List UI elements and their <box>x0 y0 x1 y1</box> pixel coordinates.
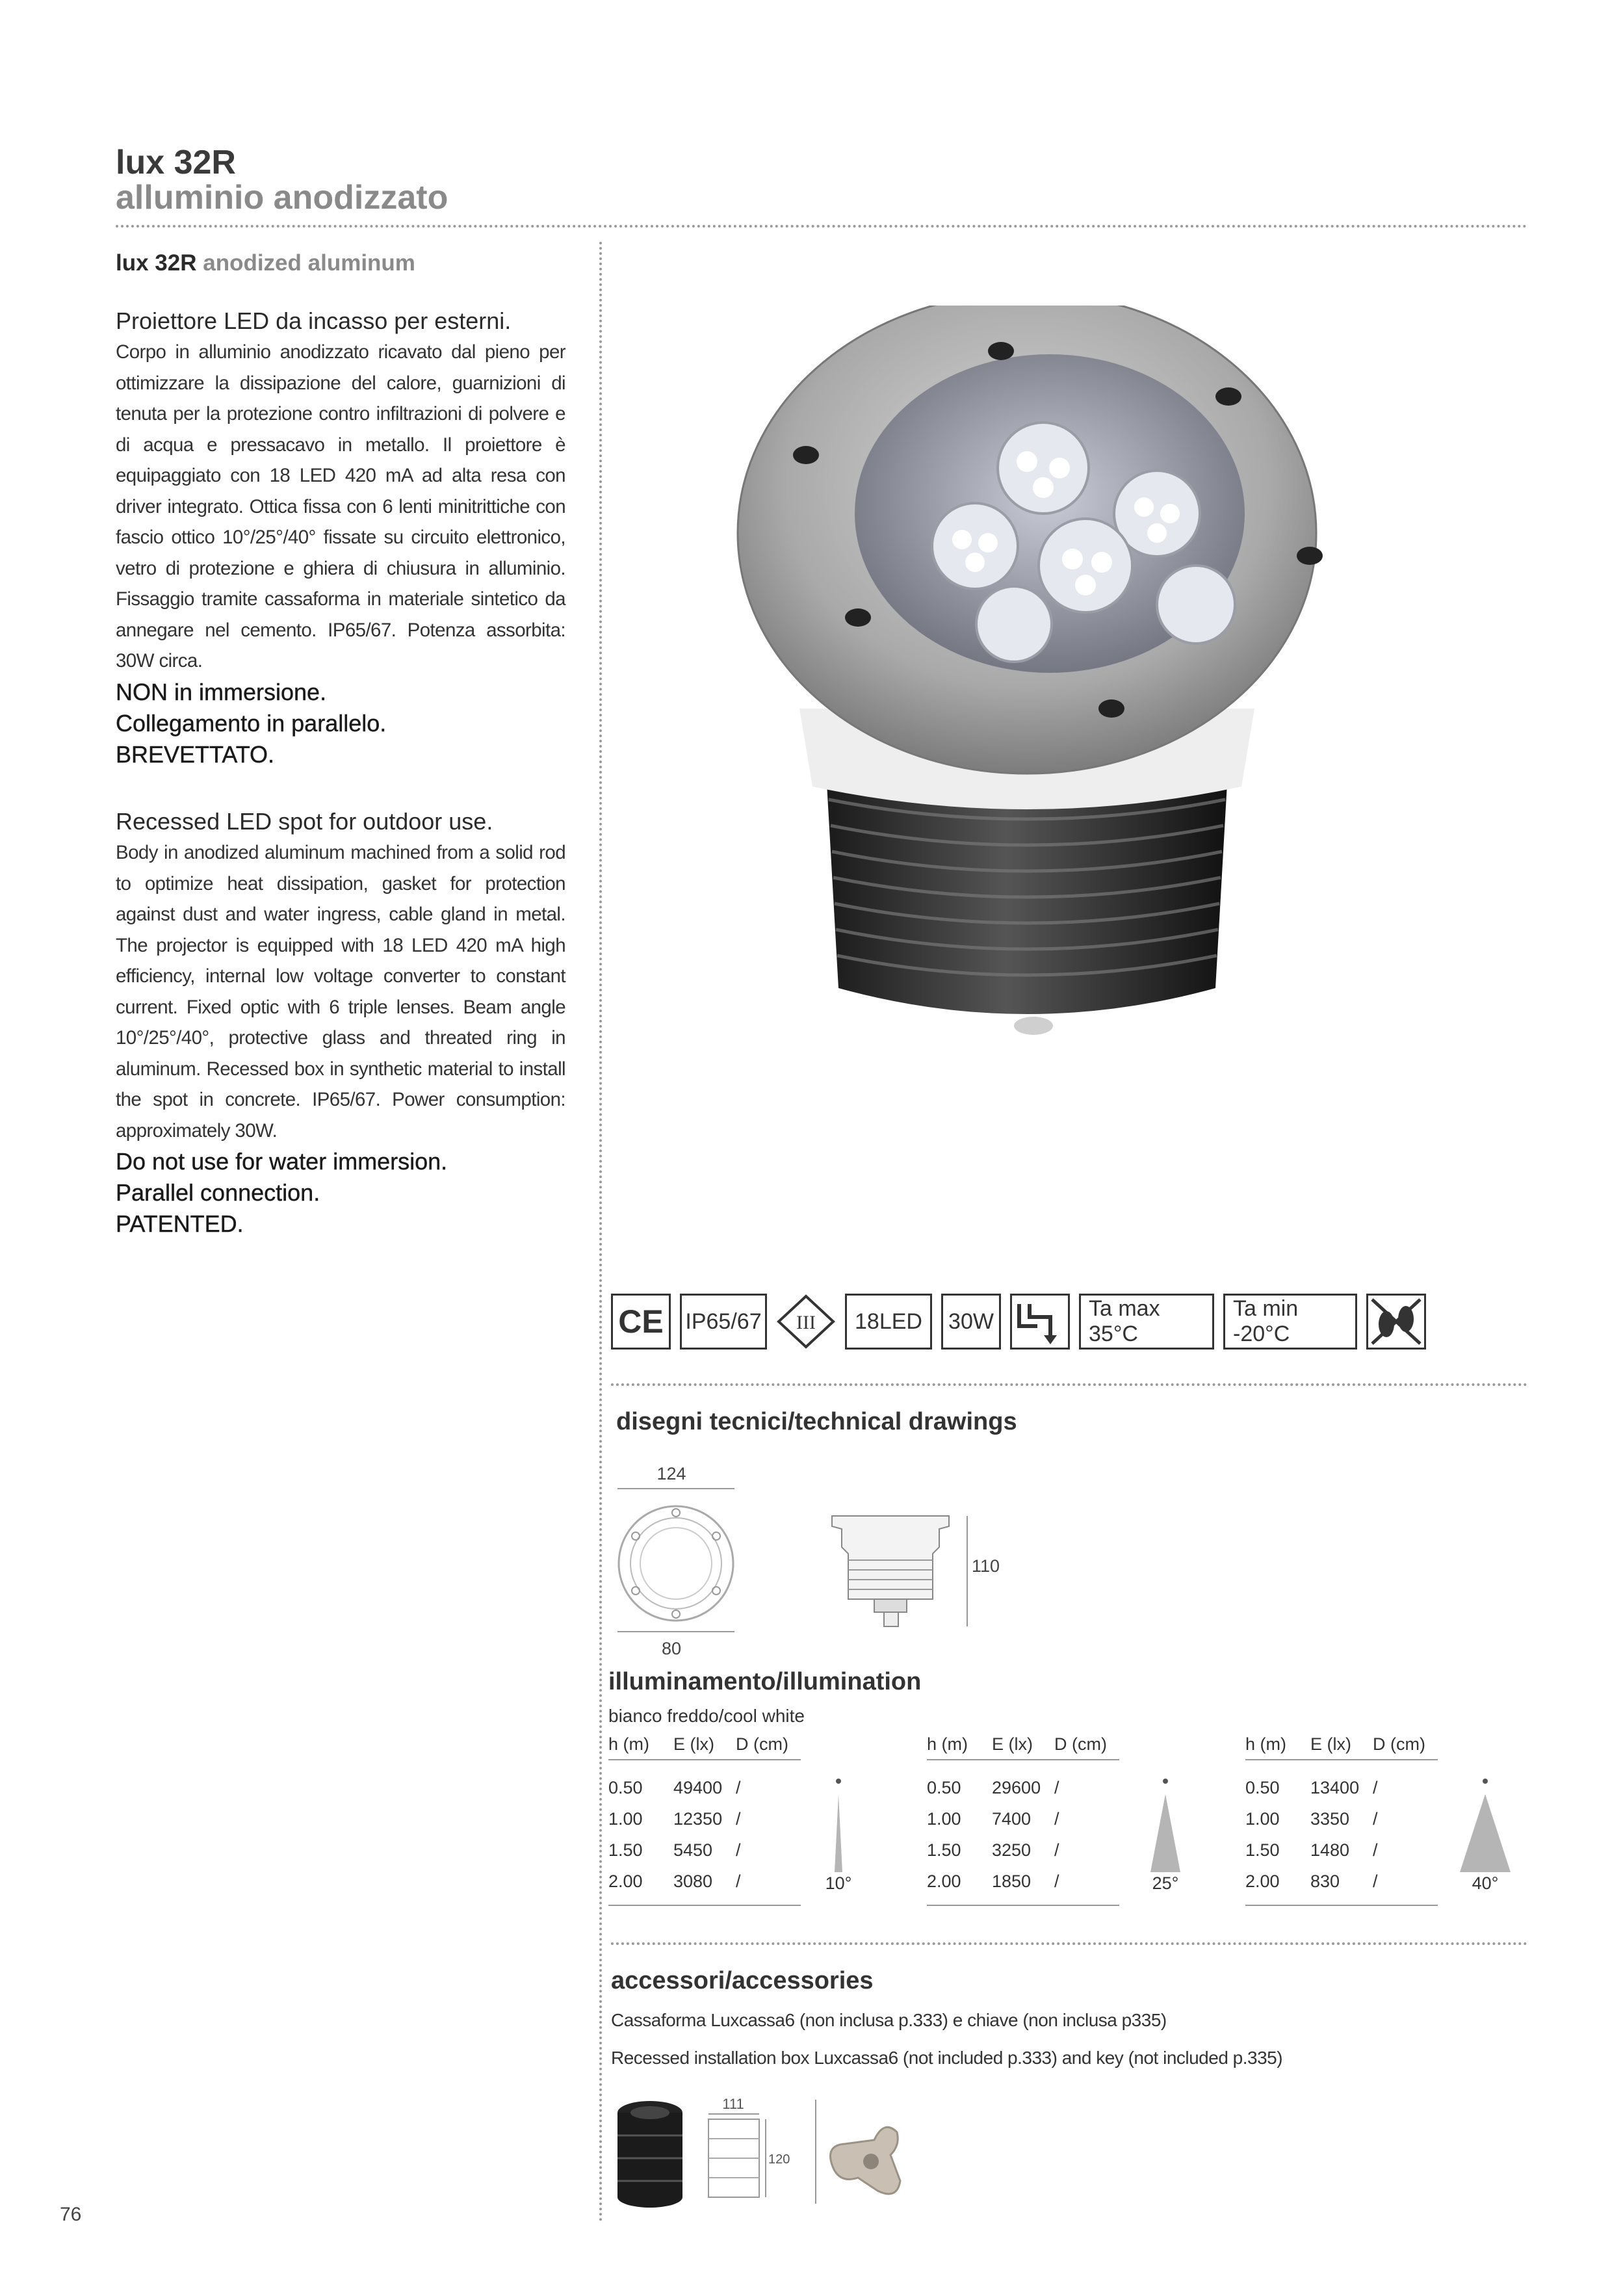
table-row: 1.00 3350 / <box>1245 1809 1378 1829</box>
italian-lead: Proiettore LED da incasso per esterni. <box>116 307 512 334</box>
header-divider <box>116 225 1527 228</box>
class-iii-icon <box>776 1294 836 1350</box>
height-label: 110 <box>972 1556 1000 1576</box>
product-photo <box>689 306 1365 1053</box>
illumination-divider <box>611 1942 1527 1945</box>
led-count-badge: 18LED <box>845 1294 932 1350</box>
italian-note-3: BREVETTATO. <box>116 740 275 768</box>
table-row: 2.00 3080 / <box>608 1872 741 1891</box>
ta-min-badge: Ta min -20°C <box>1223 1294 1357 1350</box>
english-title-gray: anodized aluminum <box>203 250 415 276</box>
illumination-table-10 <box>608 1729 801 1906</box>
drawings-heading: disegni tecnici/technical drawings <box>616 1408 1017 1435</box>
italian-note-2: Collegamento in parallelo. <box>116 709 387 737</box>
table-row: 1.00 7400 / <box>927 1809 1059 1829</box>
beam-cone-40 <box>1449 1775 1521 1892</box>
english-note-1: Do not use for water immersion. <box>116 1148 448 1175</box>
accessory-height-label: 120 <box>768 2152 790 2167</box>
english-note-2: Parallel connection. <box>116 1179 320 1206</box>
table-row: 0.50 13400 / <box>1245 1778 1378 1797</box>
accessories-heading: accessori/accessories <box>611 1967 874 1994</box>
illumination-heading: illuminamento/illumination <box>608 1668 922 1695</box>
english-description <box>116 806 565 1240</box>
illumination-table-25: h (m) E (lx) D (cm) 0.50 29600 / 1.00 7400 / 1.50 3250 / 2.00 1850 / <box>927 1729 1119 1906</box>
power-badge: 30W <box>941 1294 1001 1350</box>
english-body: Body in anodized aluminum machined from a solid rod to optimize heat dissipation, gasket for protection against dust and water ingress, cable gland in metal. The projector is equipped with 18 LED 420 mA high efficiency, internal low voltage converter to constant current. Fixed optic with 6 triple lenses. Beam angle 10°/25°/40°, protective glass and threated ring in aluminum. Recessed box in synthetic material to install the spot in concrete. IP65/67. Power consumption: approximately 30W. <box>116 842 565 1141</box>
italian-description <box>116 306 565 770</box>
english-title <box>116 250 415 276</box>
english-lead: Recessed LED spot for outdoor use. <box>116 808 493 835</box>
certification-badges <box>611 1294 1426 1355</box>
recessed-icon <box>1010 1294 1070 1350</box>
inner-label: 80 <box>661 1639 682 1658</box>
technical-drawing <box>611 1456 1027 1671</box>
table-row: 2.00 830 / <box>1245 1872 1378 1891</box>
italian-body: Corpo in alluminio anodizzato ricavato dal pieno per ottimizzare la dissipazione del calore, guarnizioni di tenuta per la protezione contro infiltrazioni di polvere e di acqua e pressacavo in metallo. Il proiettore è equipaggiato con 18 LED 420 mA ad alta resa con driver integrato. Ottica fissa con 6 lenti minitrittiche con fascio ottico 10°/25°/40° fissate su circuito elettronico, vetro di protezione e ghiera di chiusura in alluminio. Fissaggio tramite cassaforma in materiale sintetico da annegare nel cemento. IP65/67. Potenza assorbita: 30W circa. <box>116 341 565 672</box>
ce-mark: CE <box>611 1294 671 1350</box>
beam-angle-25: 25° <box>1152 1873 1179 1892</box>
table-row: 2.00 1850 / <box>927 1872 1059 1891</box>
column-divider <box>599 242 602 2223</box>
illumination-table-40: h (m) E (lx) D (cm) 0.50 13400 / 1.00 3350 / 1.50 1480 / 2.00 830 / <box>1245 1729 1438 1906</box>
class-iii-text: III <box>796 1312 816 1333</box>
english-title-bold: lux 32R <box>116 250 197 276</box>
beam-cone-10 <box>812 1775 864 1892</box>
beam-angle-40: 40° <box>1472 1873 1499 1892</box>
accessories-images <box>611 2093 962 2210</box>
product-title: lux 32R <box>116 144 236 181</box>
accessory-width-label: 111 <box>722 2096 744 2112</box>
ip-badge: IP65/67 <box>680 1294 767 1350</box>
light-color: bianco freddo/cool white <box>608 1706 805 1726</box>
col-illuminance: E (lx) <box>673 1734 714 1754</box>
page-number: 76 <box>60 2204 82 2225</box>
col-diameter: D (cm) <box>736 1734 788 1754</box>
table-row: 1.50 1480 / <box>1245 1840 1378 1860</box>
col-height: h (m) <box>608 1734 649 1754</box>
diameter-label: 124 <box>656 1464 686 1483</box>
product-subtitle: alluminio anodizzato <box>116 179 448 216</box>
table-row: 1.00 12350 / <box>608 1809 741 1829</box>
accessories-italian: Cassaforma Luxcassa6 (non inclusa p.333) e chiave (non inclusa p335) <box>611 2010 1167 2030</box>
beam-angle-10: 10° <box>825 1873 852 1892</box>
ta-max-badge: Ta max 35°C <box>1079 1294 1214 1350</box>
badges-divider <box>611 1383 1527 1386</box>
english-note-3: PATENTED. <box>116 1210 244 1237</box>
italian-note-1: NON in immersione. <box>116 678 327 705</box>
table-row: 0.50 29600 / <box>927 1778 1059 1797</box>
accessories-english: Recessed installation box Luxcassa6 (not included p.333) and key (not included p.335) <box>611 2048 1283 2068</box>
table-row: 1.50 3250 / <box>927 1840 1059 1860</box>
no-walk-icon <box>1366 1294 1426 1350</box>
beam-cone-25 <box>1136 1775 1195 1892</box>
table-row: 0.50 49400 / <box>608 1778 741 1797</box>
table-row: 1.50 5450 / <box>608 1840 741 1860</box>
